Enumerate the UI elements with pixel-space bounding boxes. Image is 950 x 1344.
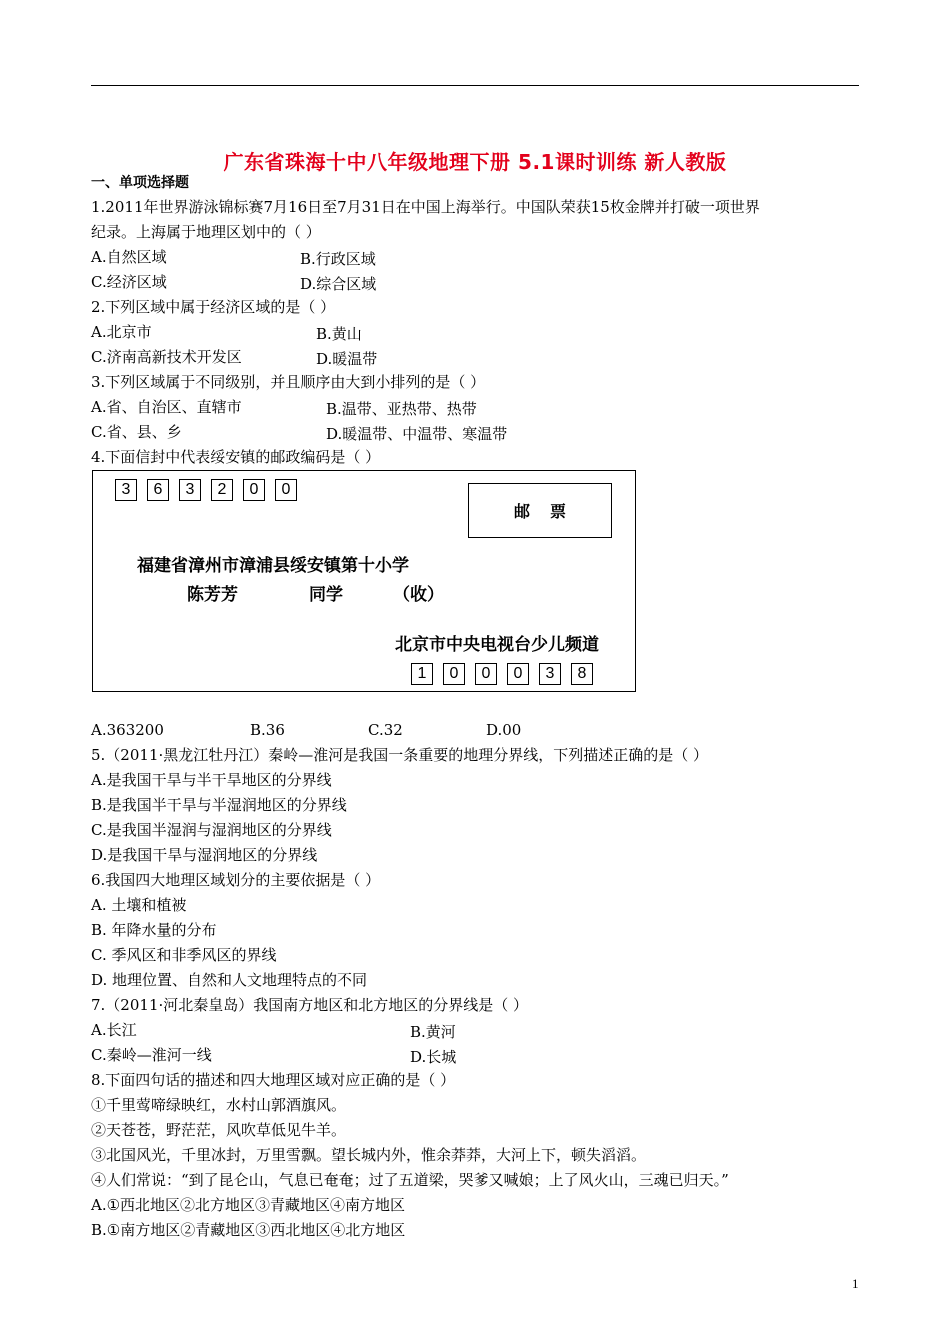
question-2-option-c: C.济南高新技术开发区 (91, 348, 242, 366)
question-6-option-d: D. 地理位置、自然和人文地理特点的不同 (91, 971, 368, 989)
postcode-digit: 0 (243, 479, 265, 501)
question-3-option-d: D.暖温带、中温带、寒温带 (326, 425, 508, 443)
question-8-sentence-1: ①千里莺啼绿映红，水村山郭酒旗风。 (91, 1096, 347, 1114)
question-6-option-c: C. 季风区和非季风区的界线 (91, 946, 277, 964)
postcode-digit: 2 (211, 479, 233, 501)
question-7-option-b: B.黄河 (410, 1023, 456, 1041)
question-7-stem: 7.（2011·河北秦皇岛）我国南方地区和北方地区的分界线是（ ） (91, 996, 529, 1014)
postcode-digit: 0 (443, 663, 465, 685)
question-8-sentence-4: ④人们常说：“到了昆仑山，气息已奄奄；过了五道梁，哭爹又喊娘；上了风火山，三魂已归天。” (91, 1171, 729, 1189)
question-3-option-a: A.省、自治区、直辖市 (91, 398, 242, 416)
postcode-digit: 0 (275, 479, 297, 501)
question-2-option-d: D.暖温带 (316, 350, 378, 368)
question-5-stem: 5.（2011·黑龙江牡丹江）秦岭—淮河是我国一条重要的地理分界线，下列描述正确的是（ ） (91, 746, 709, 764)
question-3-option-c: C.省、县、乡 (91, 423, 182, 441)
question-4-stem: 4.下面信封中代表绥安镇的邮政编码是（ ） (91, 448, 381, 466)
header-rule (91, 85, 859, 86)
question-5-option-b: B.是我国半干旱与半湿润地区的分界线 (91, 796, 347, 814)
question-3-option-b: B.温带、亚热带、热带 (326, 400, 477, 418)
question-1-option-a: A.自然区域 (91, 248, 167, 266)
question-6-option-b: B. 年降水量的分布 (91, 921, 217, 939)
question-5-option-d: D.是我国干旱与湿润地区的分界线 (91, 846, 318, 864)
question-2-option-a: A.北京市 (91, 323, 152, 341)
question-1-option-c: C.经济区域 (91, 273, 167, 291)
sender-address: 北京市中央电视台少儿频道 (395, 635, 599, 655)
section-heading: 一、单项选择题 (91, 175, 189, 191)
question-6-stem: 6.我国四大地理区域划分的主要依据是（ ） (91, 871, 381, 889)
question-5-option-a: A.是我国干旱与半干旱地区的分界线 (91, 771, 332, 789)
question-8-stem: 8.下面四句话的描述和四大地理区域对应正确的是（ ） (91, 1071, 456, 1089)
postcode-digit: 3 (539, 663, 561, 685)
postcode-digit: 6 (147, 479, 169, 501)
question-7-option-a: A.长江 (91, 1021, 137, 1039)
question-4-option-a: A.363200 (91, 721, 164, 739)
question-4-option-c: C.32 (368, 721, 403, 739)
postcode-digit: 8 (571, 663, 593, 685)
recipient-address: 福建省漳州市漳浦县绥安镇第十小学 (137, 556, 409, 576)
receive-mark: （收） (393, 585, 444, 605)
question-1-option-d: D.综合区域 (300, 275, 377, 293)
postcode-digit: 1 (411, 663, 433, 685)
question-4-option-b: B.36 (250, 721, 285, 739)
question-4-option-d: D.00 (486, 721, 522, 739)
question-6-option-a: A. 土壤和植被 (91, 896, 187, 914)
question-1-option-b: B.行政区域 (300, 250, 376, 268)
question-5-option-c: C.是我国半湿润与湿润地区的分界线 (91, 821, 332, 839)
recipient-postcode (115, 479, 297, 501)
question-1-stem-line1: 1.2011年世界游泳锦标赛7月16日至7月31日在中国上海举行。中国队荣获15枚金牌并打破一项世界 (91, 198, 760, 216)
document-title: 广东省珠海十中八年级地理下册 5.1课时训练 新人教版 (223, 150, 727, 174)
question-8-option-a: A.①西北地区②北方地区③青藏地区④南方地区 (91, 1196, 406, 1214)
postcode-digit: 3 (179, 479, 201, 501)
recipient-honorific: 同学 (309, 585, 343, 605)
postcode-digit: 0 (475, 663, 497, 685)
question-2-option-b: B.黄山 (316, 325, 362, 343)
question-3-stem: 3.下列区域属于不同级别，并且顺序由大到小排列的是（ ） (91, 373, 486, 391)
stamp-box: 邮票 (468, 483, 612, 538)
question-8-option-b: B.①南方地区②青藏地区③西北地区④北方地区 (91, 1221, 406, 1239)
question-7-option-c: C.秦岭—淮河一线 (91, 1046, 212, 1064)
page-number: 1 (852, 1276, 859, 1291)
question-1-stem-line2: 纪录。上海属于地理区划中的（ ） (91, 223, 321, 241)
sender-postcode (411, 663, 593, 685)
postcode-digit: 3 (115, 479, 137, 501)
question-7-option-d: D.长城 (410, 1048, 457, 1066)
question-2-stem: 2.下列区域中属于经济区域的是（ ） (91, 298, 336, 316)
question-8-sentence-2: ②天苍苍，野茫茫，风吹草低见牛羊。 (91, 1121, 347, 1139)
question-8-sentence-3: ③北国风光，千里冰封，万里雪飘。望长城内外，惟余莽莽，大河上下，顿失滔滔。 (91, 1146, 647, 1164)
postcode-digit: 0 (507, 663, 529, 685)
envelope-figure (92, 470, 636, 692)
recipient-name: 陈芳芳 (187, 585, 238, 605)
